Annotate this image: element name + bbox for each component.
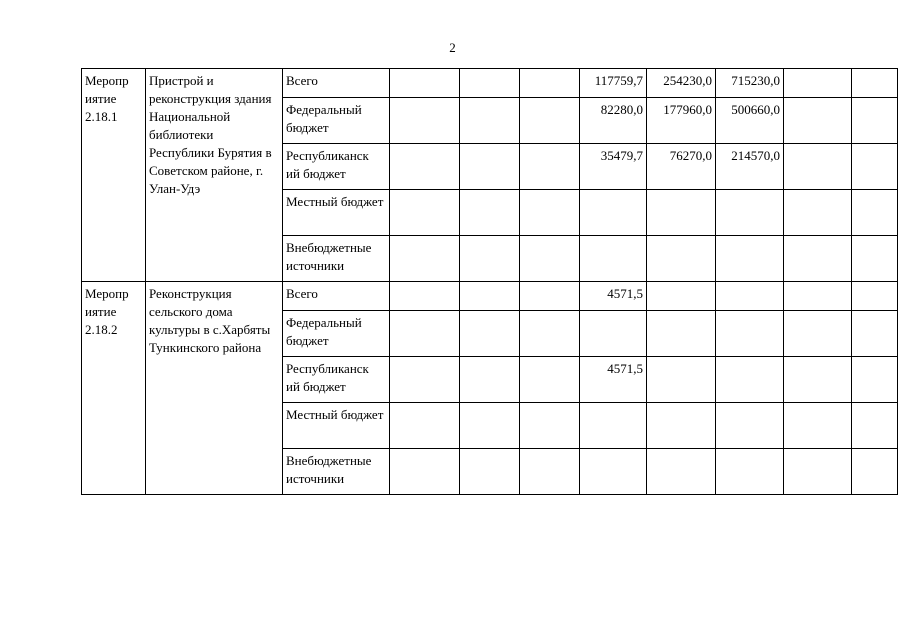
value-cell <box>390 357 460 403</box>
value-cell <box>647 449 716 495</box>
value-cell <box>716 311 784 357</box>
value-cell <box>852 69 898 98</box>
value-cell <box>580 311 647 357</box>
value-cell <box>520 69 580 98</box>
value-cell: 214570,0 <box>716 144 784 190</box>
value-cell <box>852 311 898 357</box>
value-cell <box>520 144 580 190</box>
value-cell: 117759,7 <box>580 69 647 98</box>
value-cell <box>784 144 852 190</box>
value-cell <box>390 311 460 357</box>
value-cell <box>784 449 852 495</box>
value-cell <box>580 190 647 236</box>
value-cell <box>784 69 852 98</box>
value-cell <box>852 282 898 311</box>
value-cell: 500660,0 <box>716 98 784 144</box>
funding-source: Внебюджетные источники <box>283 236 390 282</box>
value-cell <box>647 311 716 357</box>
value-cell <box>580 449 647 495</box>
funding-source: Федеральный бюджет <box>283 311 390 357</box>
value-cell <box>460 449 520 495</box>
value-cell <box>520 403 580 449</box>
value-cell <box>647 190 716 236</box>
value-cell <box>460 190 520 236</box>
value-cell <box>460 403 520 449</box>
value-cell <box>460 357 520 403</box>
page-number: 2 <box>449 40 456 55</box>
value-cell <box>460 282 520 311</box>
value-cell <box>460 98 520 144</box>
funding-source: Всего <box>283 282 390 311</box>
value-cell <box>784 190 852 236</box>
value-cell <box>852 403 898 449</box>
value-cell: 177960,0 <box>647 98 716 144</box>
table-row <box>82 69 905 98</box>
value-cell <box>784 98 852 144</box>
measure-name: Пристрой и реконструкция здания Национальной библиотеки Республики Бурятия в Советском районе, г. Улан-Удэ <box>146 69 283 282</box>
value-cell <box>784 357 852 403</box>
funding-source: Местный бюджет <box>283 403 390 449</box>
value-cell <box>520 311 580 357</box>
value-cell <box>460 236 520 282</box>
measure-name: Реконструкция сельского дома культуры в с.Харбяты Тункинского района <box>146 282 283 495</box>
value-cell <box>784 311 852 357</box>
value-cell: 4571,5 <box>580 282 647 311</box>
value-cell <box>716 357 784 403</box>
value-cell <box>390 282 460 311</box>
value-cell <box>580 236 647 282</box>
value-cell <box>784 403 852 449</box>
value-cell <box>647 357 716 403</box>
value-cell <box>647 403 716 449</box>
value-cell <box>716 282 784 311</box>
value-cell <box>852 449 898 495</box>
funding-source: Федеральный бюджет <box>283 98 390 144</box>
funding-source: Всего <box>283 69 390 98</box>
measure-code: Меропр иятие 2.18.1 <box>82 69 146 282</box>
value-cell <box>520 98 580 144</box>
value-cell <box>852 190 898 236</box>
value-cell <box>716 449 784 495</box>
value-cell: 76270,0 <box>647 144 716 190</box>
value-cell <box>390 144 460 190</box>
value-cell <box>390 69 460 98</box>
value-cell <box>390 190 460 236</box>
value-cell <box>460 144 520 190</box>
value-cell <box>390 98 460 144</box>
value-cell <box>784 236 852 282</box>
value-cell <box>460 311 520 357</box>
value-cell <box>390 449 460 495</box>
funding-source: Местный бюджет <box>283 190 390 236</box>
value-cell: 715230,0 <box>716 69 784 98</box>
value-cell <box>647 282 716 311</box>
value-cell: 4571,5 <box>580 357 647 403</box>
table-body <box>82 69 905 495</box>
funding-source: Республиканск ий бюджет <box>283 357 390 403</box>
value-cell <box>647 236 716 282</box>
measure-code: Меропр иятие 2.18.2 <box>82 282 146 495</box>
value-cell: 82280,0 <box>580 98 647 144</box>
value-cell <box>716 403 784 449</box>
table-row <box>82 282 905 311</box>
value-cell <box>852 144 898 190</box>
value-cell <box>784 282 852 311</box>
budget-table <box>81 68 905 495</box>
value-cell <box>460 69 520 98</box>
value-cell <box>520 449 580 495</box>
value-cell <box>852 236 898 282</box>
value-cell <box>520 190 580 236</box>
funding-source: Внебюджетные источники <box>283 449 390 495</box>
value-cell: 254230,0 <box>647 69 716 98</box>
value-cell <box>390 403 460 449</box>
value-cell <box>716 236 784 282</box>
value-cell <box>520 236 580 282</box>
value-cell <box>580 403 647 449</box>
value-cell <box>852 98 898 144</box>
funding-source: Республиканск ий бюджет <box>283 144 390 190</box>
value-cell <box>520 282 580 311</box>
value-cell <box>716 190 784 236</box>
value-cell <box>852 357 898 403</box>
value-cell: 35479,7 <box>580 144 647 190</box>
value-cell <box>390 236 460 282</box>
value-cell <box>520 357 580 403</box>
